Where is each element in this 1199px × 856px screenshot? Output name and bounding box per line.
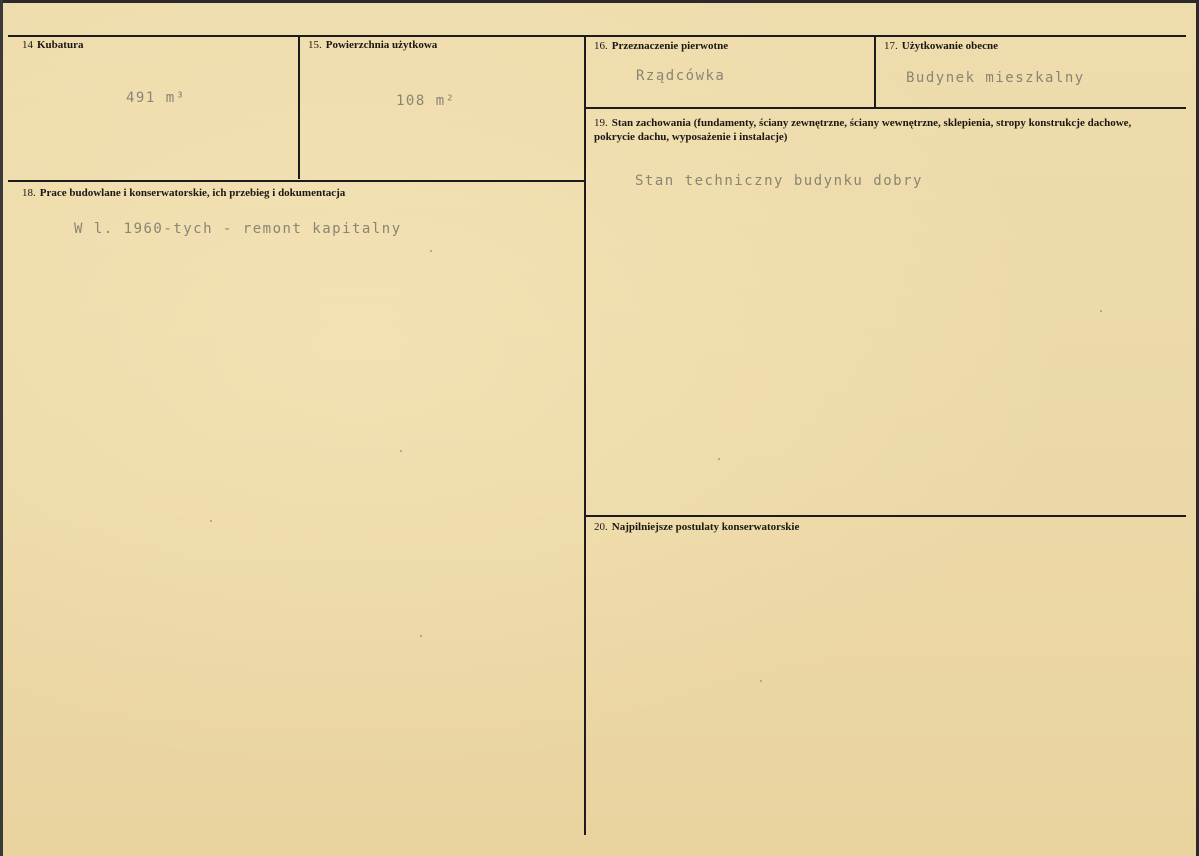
main-divider xyxy=(584,35,586,835)
field-19-title: Stan zachowania (fundamenty, ściany zewnętrzne, ściany wewnętrzne, sklepienia, stropy konstrukcje dachowe, pokrycie dachu, wyposażenie i instalacje) xyxy=(594,117,1132,143)
field-14-value: 491 m³ xyxy=(126,90,186,106)
rule-under-14-15 xyxy=(8,180,584,182)
paper-speck xyxy=(210,520,212,522)
paper-speck xyxy=(718,458,720,460)
field-19-label xyxy=(594,116,1174,144)
field-15-title: Powierzchnia użytkowa xyxy=(325,39,438,51)
field-20-number: 20. xyxy=(594,521,608,533)
field-18-number: 18. xyxy=(22,187,36,199)
field-17-label xyxy=(884,39,998,53)
field-20-label xyxy=(594,520,799,534)
paper-speck xyxy=(1100,310,1102,312)
field-14-label xyxy=(22,38,83,52)
field-14-number: 14 xyxy=(22,39,33,51)
field-14-title: Kubatura xyxy=(37,39,84,51)
card-top-edge xyxy=(0,0,1199,3)
divider-14-15 xyxy=(298,35,300,179)
paper-speck xyxy=(760,680,762,682)
field-17-number: 17. xyxy=(884,40,898,52)
field-20-title: Najpilniejsze postulaty konserwatorskie xyxy=(611,521,800,533)
field-18-title: Prace budowlane i konserwatorskie, ich przebieg i dokumentacja xyxy=(39,187,346,199)
paper-speck xyxy=(400,450,402,452)
field-17-title: Użytkowanie obecne xyxy=(901,40,998,52)
field-19-number: 19. xyxy=(594,117,608,129)
field-15-number: 15. xyxy=(308,39,322,51)
field-16-label xyxy=(594,39,728,53)
rule-under-16-17 xyxy=(584,107,1186,109)
field-17-value: Budynek mieszkalny xyxy=(906,70,1085,86)
field-15-label xyxy=(308,38,437,52)
field-18-label xyxy=(22,186,345,200)
divider-16-17 xyxy=(874,35,876,107)
top-rule xyxy=(8,35,1186,37)
paper-speck xyxy=(420,635,422,637)
field-16-title: Przeznaczenie pierwotne xyxy=(611,40,729,52)
field-16-value: Rządcówka xyxy=(636,68,726,84)
field-16-number: 16. xyxy=(594,40,608,52)
field-15-value: 108 m² xyxy=(396,93,456,109)
field-18-value: W l. 1960-tych - remont kapitalny xyxy=(74,221,402,237)
field-19-value: Stan techniczny budynku dobry xyxy=(635,173,923,189)
card-left-edge xyxy=(0,0,3,856)
paper-speck xyxy=(430,250,432,252)
rule-above-20 xyxy=(584,515,1186,517)
